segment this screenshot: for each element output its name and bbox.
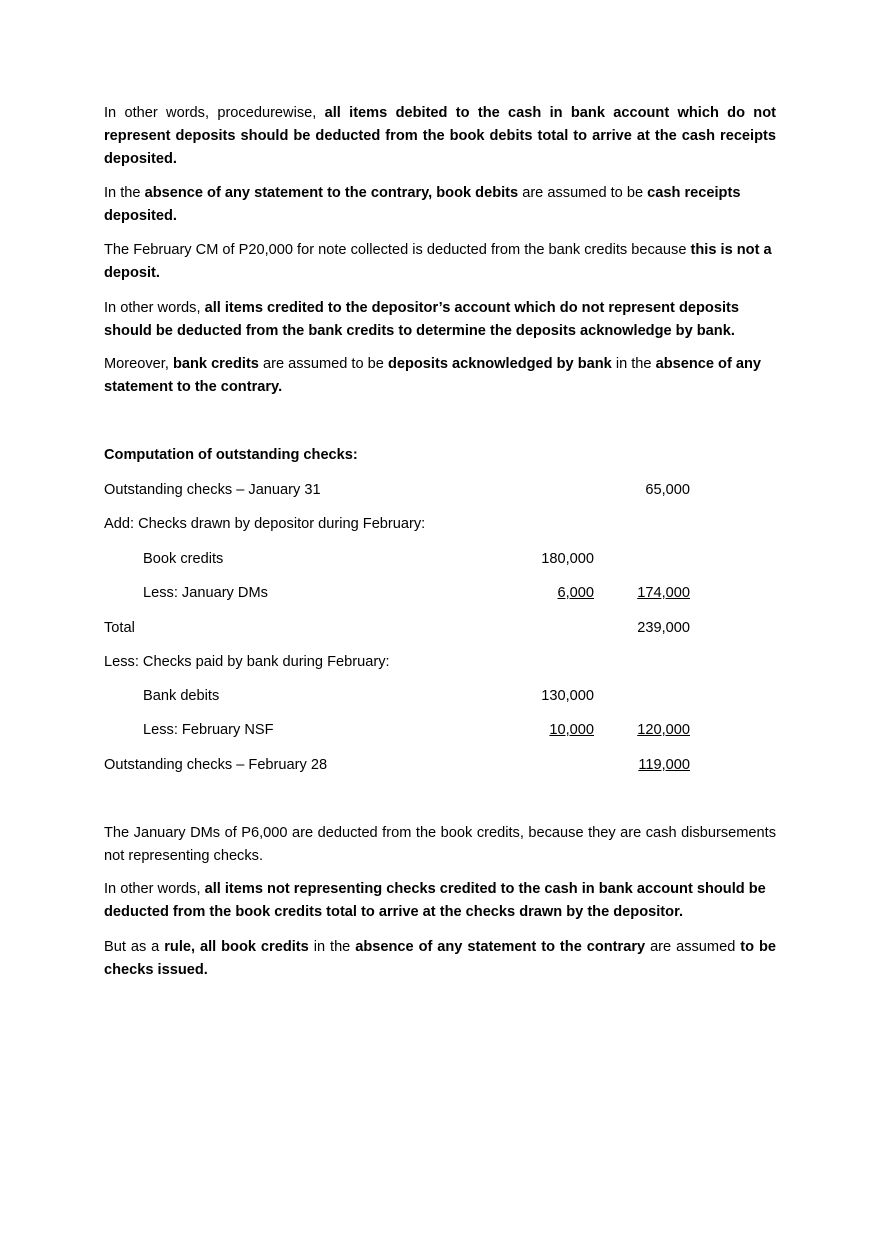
table-row xyxy=(104,582,704,604)
paragraph-book-credits-procedure xyxy=(104,878,776,924)
row-label: Bank debits xyxy=(143,688,220,704)
text-segment-bold: rule, all book credits xyxy=(164,939,309,955)
paragraph-book-credits-rule xyxy=(104,936,776,982)
row-label: Less: February NSF xyxy=(143,722,274,738)
paragraph-book-debits-procedure xyxy=(104,102,776,171)
row-amount-total: 119,000 xyxy=(638,757,690,773)
table-row xyxy=(104,513,704,535)
row-label: Less: January DMs xyxy=(143,585,268,601)
table-row xyxy=(104,685,704,707)
text-segment: are assumed to be xyxy=(518,185,648,201)
table-row xyxy=(104,651,704,673)
text-segment-bold: absence of any statement to the contrary xyxy=(355,939,646,955)
table-row xyxy=(104,617,704,639)
row-label: Add: Checks drawn by depositor during February: xyxy=(104,516,426,532)
row-label: Less: Checks paid by bank during February: xyxy=(104,654,390,670)
table-row xyxy=(104,479,704,501)
row-amount-total: 120,000 xyxy=(637,722,690,738)
text-segment-bold: cash receipts deposited. xyxy=(104,185,741,224)
text-segment: In other words, xyxy=(104,300,205,316)
row-amount-total: 65,000 xyxy=(645,482,690,498)
text-segment-bold: this is not a deposit. xyxy=(104,242,772,281)
text-segment: In the xyxy=(104,185,145,201)
text-segment: But as a xyxy=(104,939,165,955)
text-segment: are assumed xyxy=(645,939,741,955)
text-segment-bold: absence of any statement to the contrary. xyxy=(104,356,762,395)
row-label: Total xyxy=(104,620,135,636)
text-segment: The January DMs of P6,000 are deducted from the book credits, because they are cash disbursements not representing checks. xyxy=(104,825,776,864)
computation-heading: Computation of outstanding checks: xyxy=(104,447,358,463)
text-segment-bold: absence of any statement to the contrary, book debits xyxy=(144,185,519,201)
row-label: Outstanding checks – January 31 xyxy=(104,482,321,498)
computation-heading-row xyxy=(104,444,704,466)
table-row xyxy=(104,548,704,570)
text-segment-bold: to be checks issued. xyxy=(104,939,776,978)
row-amount-total: 239,000 xyxy=(637,620,690,636)
text-segment: In other words, procedurewise, xyxy=(104,105,325,121)
paragraph-january-dms xyxy=(104,822,776,868)
text-segment: are assumed to be xyxy=(258,356,388,372)
text-segment: The February CM of P20,000 for note collected is deducted from the bank credits because xyxy=(104,242,691,258)
table-row xyxy=(104,754,704,776)
paragraph-bank-credits-procedure xyxy=(104,297,776,343)
row-label: Outstanding checks – February 28 xyxy=(104,757,328,773)
paragraph-february-cm xyxy=(104,239,776,285)
text-segment-bold: all items debited to the cash in bank account which do not represent deposits should be deducted from the book debits total to arrive at the cash receipts deposited. xyxy=(104,105,776,167)
row-amount-detail: 6,000 xyxy=(557,585,594,601)
paragraph-book-debits-assumption xyxy=(104,182,776,228)
text-segment: in the xyxy=(308,939,356,955)
row-amount-detail: 130,000 xyxy=(541,688,594,704)
row-amount-detail: 180,000 xyxy=(541,551,594,567)
text-segment: Moreover, xyxy=(104,356,173,372)
row-amount-total: 174,000 xyxy=(637,585,690,601)
paragraph-bank-credits-assumption xyxy=(104,353,776,399)
table-row xyxy=(104,719,704,741)
text-segment: In other words, xyxy=(104,881,205,897)
row-label: Book credits xyxy=(143,551,224,567)
text-segment-bold: deposits acknowledged by bank xyxy=(387,356,612,372)
row-amount-detail: 10,000 xyxy=(549,722,594,738)
text-segment-bold: all items not representing checks credited to the cash in bank account should be deducted from the book credits total to arrive at the checks drawn by the depositor. xyxy=(104,881,766,920)
text-segment: in the xyxy=(611,356,656,372)
text-segment-bold: all items credited to the depositor’s account which do not represent deposits should be deducted from the bank credits to determine the deposits acknowledge by bank. xyxy=(104,300,739,339)
text-segment-bold: bank credits xyxy=(172,356,259,372)
